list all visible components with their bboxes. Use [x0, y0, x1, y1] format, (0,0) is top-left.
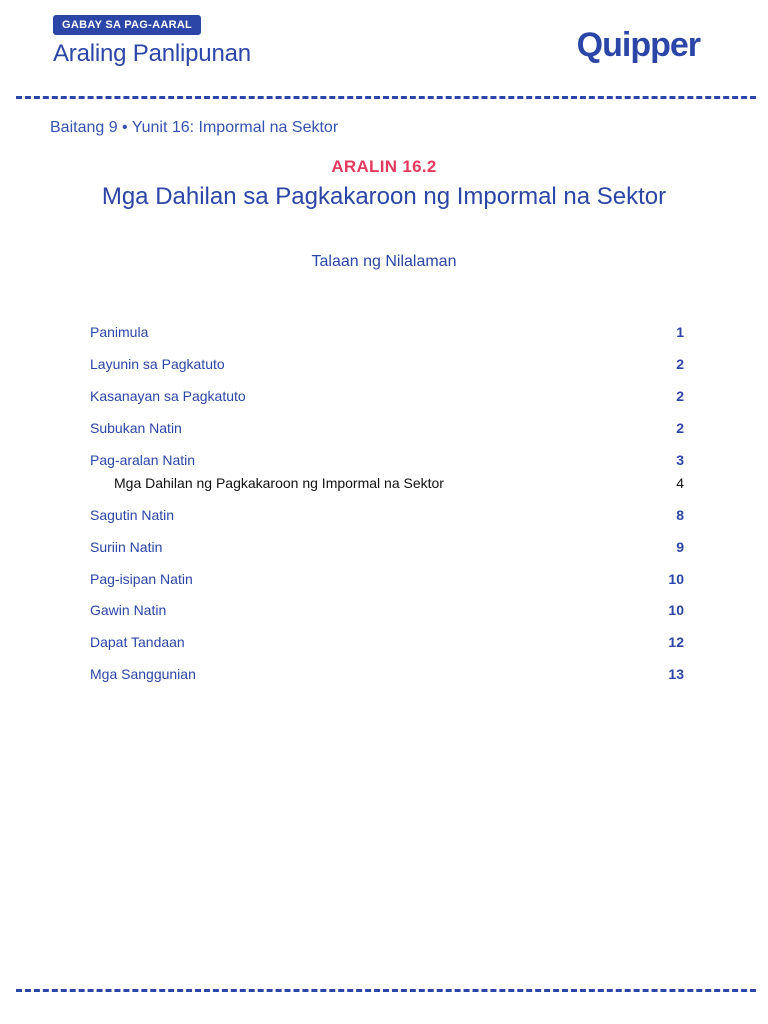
toc-item-label: Gawin Natin — [90, 602, 167, 618]
toc-item-page: 13 — [668, 666, 684, 682]
toc-item-page: 8 — [676, 507, 684, 523]
bottom-divider — [16, 989, 756, 992]
breadcrumb: Baitang 9 • Yunit 16: Impormal na Sektor — [50, 119, 339, 136]
toc-item-label: Mga Dahilan ng Pagkakaroon ng Impormal na Sektor — [114, 475, 444, 491]
toc-item-label: Layunin sa Pagkatuto — [90, 356, 225, 372]
toc-item-page: 3 — [676, 452, 684, 468]
toc-item-label: Panimula — [90, 324, 149, 340]
toc-item-panimula[interactable] — [90, 322, 684, 342]
toc-item-page: 2 — [676, 388, 684, 404]
toc-item-kasanayan[interactable] — [90, 386, 684, 406]
toc-item-label: Kasanayan sa Pagkatuto — [90, 388, 246, 404]
toc-item-dapat-tandaan[interactable] — [90, 632, 684, 652]
toc-item-page: 9 — [676, 539, 684, 555]
toc-item-page: 12 — [668, 634, 684, 650]
toc-item-page: 2 — [676, 420, 684, 436]
guide-badge: GABAY SA PAG-AARAL — [53, 15, 201, 35]
toc-item-label: Suriin Natin — [90, 539, 163, 555]
toc-item-page: 2 — [676, 356, 684, 372]
toc-item-label: Subukan Natin — [90, 420, 182, 436]
subject-title: Araling Panlipunan — [53, 40, 251, 67]
toc-item-page: 10 — [668, 571, 684, 587]
top-divider — [16, 96, 756, 99]
quipper-logo: Quipper — [576, 26, 700, 64]
toc-item-label: Dapat Tandaan — [90, 634, 185, 650]
toc-item-label: Sagutin Natin — [90, 507, 175, 523]
toc-item-page: 1 — [676, 324, 684, 340]
toc-item-suriin[interactable] — [90, 537, 684, 557]
toc-item-page: 10 — [668, 602, 684, 618]
toc-item-sagutin[interactable] — [90, 505, 684, 525]
toc-item-gawin[interactable] — [90, 600, 684, 620]
toc-item-page: 4 — [676, 475, 684, 491]
toc-item-layunin[interactable] — [90, 354, 684, 374]
lesson-title: Mga Dahilan sa Pagkakaroon ng Impormal na Sektor — [101, 183, 667, 210]
toc-item-label: Pag-aralan Natin — [90, 452, 196, 468]
toc-heading: Talaan ng Nilalaman — [311, 253, 457, 270]
toc-item-subukan[interactable] — [90, 418, 684, 438]
lesson-number: ARALIN 16.2 — [331, 157, 437, 176]
toc-item-sanggunian[interactable] — [90, 664, 684, 684]
toc-item-label: Mga Sanggunian — [90, 666, 196, 682]
toc-item-pag-aralan[interactable] — [90, 450, 684, 470]
toc-subitem-mga-dahilan[interactable] — [90, 473, 684, 493]
toc-item-pag-isipan[interactable] — [90, 569, 684, 589]
toc-item-label: Pag-isipan Natin — [90, 571, 193, 587]
